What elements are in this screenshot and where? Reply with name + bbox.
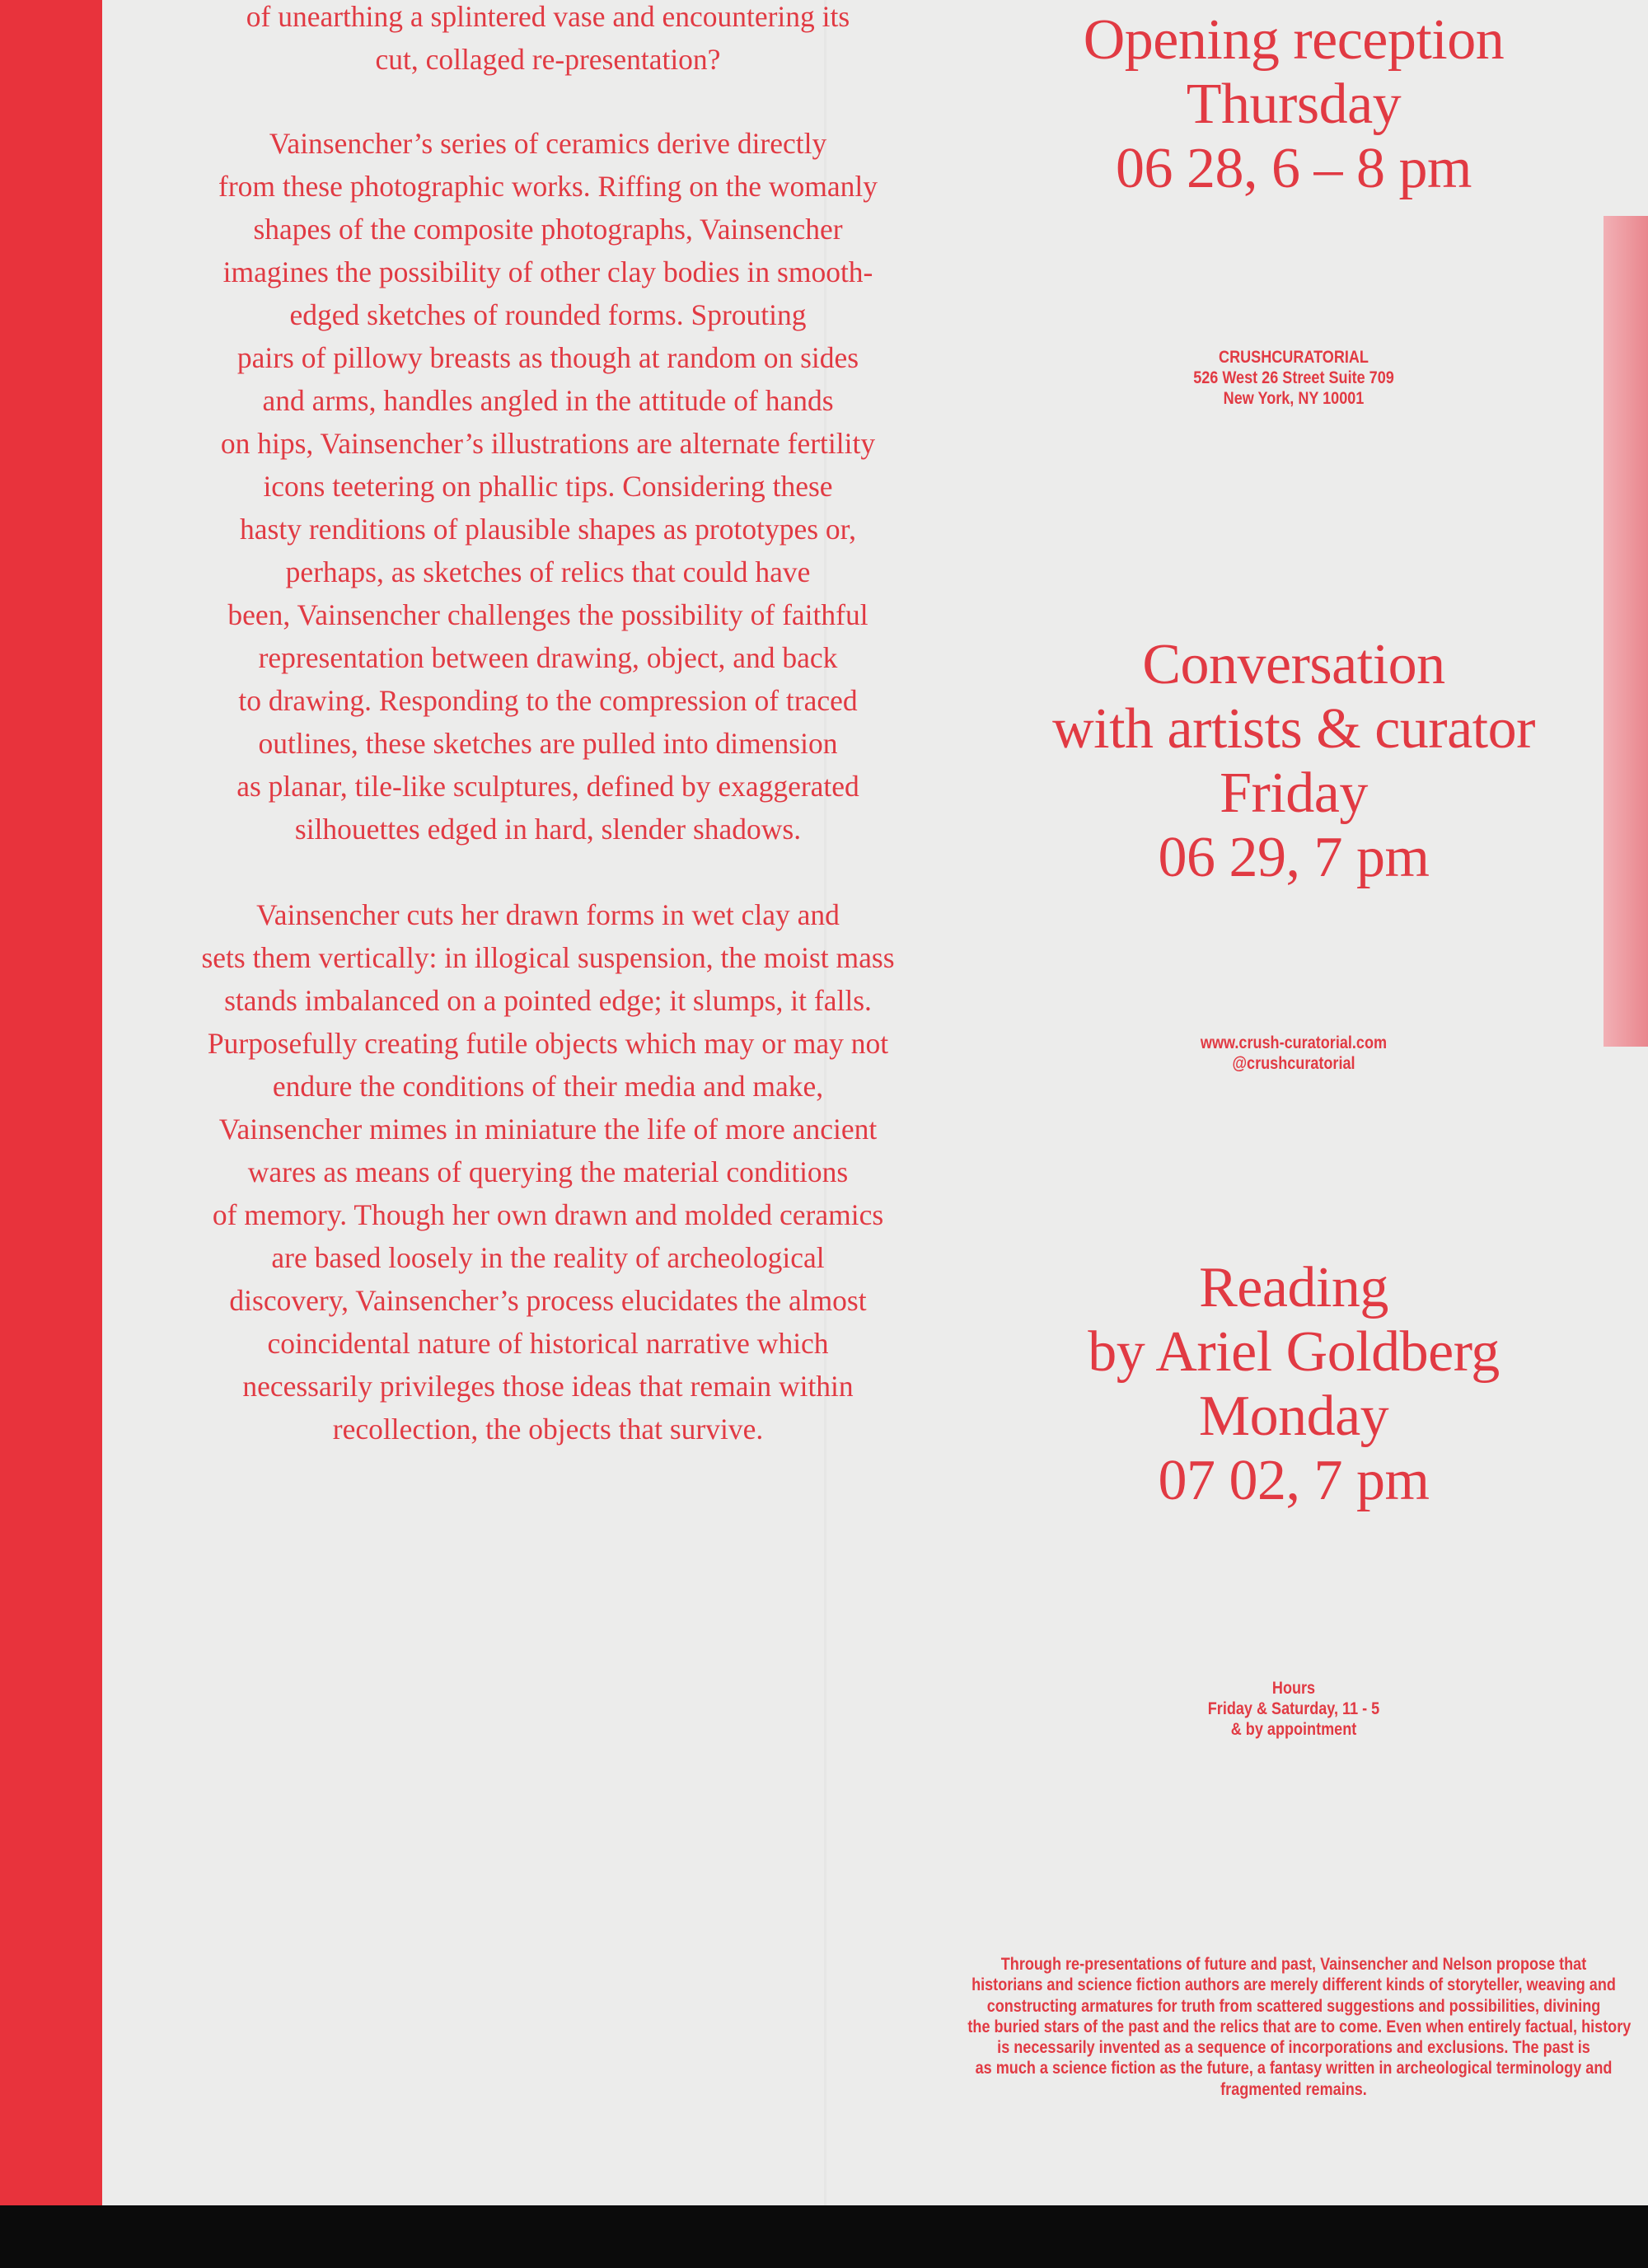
essay-paragraph-3 [165, 893, 931, 1450]
essay-line: pairs of pillowy breasts as though at random on sides [236, 341, 859, 374]
gallery-hours [1042, 1678, 1546, 1740]
venue-city: New York, NY 10001 [1223, 389, 1365, 408]
event-datetime: 06 28, 6 – 8 pm [1116, 137, 1472, 200]
essay-line: perhaps, as sketches of relics that could have [285, 555, 811, 588]
statement-line: as much a science fiction as the future, a fantasy written in archeological terminology and [975, 2059, 1613, 2078]
essay-line: cut, collaged re-presentation? [375, 43, 721, 76]
essay-line: as planar, tile-like sculptures, defined by exaggerated [236, 770, 859, 803]
essay-line: edged sketches of rounded forms. Sprouting [289, 298, 807, 331]
essay-line: Purposefully creating futile objects which may or may not [207, 1027, 889, 1060]
event-day: Monday [1198, 1385, 1389, 1448]
essay-line: outlines, these sketches are pulled into dimension [258, 727, 838, 760]
hours-title: Hours [1271, 1679, 1316, 1698]
event-title: Reading [1199, 1256, 1388, 1319]
event-datetime: 06 29, 7 pm [1158, 826, 1430, 889]
essay-line: stands imbalanced on a pointed edge; it slumps, it falls. [224, 984, 872, 1017]
red-edge-strip [0, 0, 102, 2205]
event-datetime: 07 02, 7 pm [1158, 1449, 1430, 1512]
event-title: Conversation [1142, 633, 1445, 696]
event-day: Thursday [1186, 73, 1402, 136]
event-title: Opening reception [1083, 8, 1505, 72]
essay-line: and arms, handles angled in the attitude of hands [262, 384, 834, 417]
essay-line: on hips, Vainsencher’s illustrations are alternate fertility [220, 427, 876, 460]
essay-line: shapes of the composite photographs, Vainsencher [253, 213, 843, 246]
essay-line: of memory. Though her own drawn and molded ceramics [212, 1198, 884, 1231]
essay-line: been, Vainsencher challenges the possibility of faithful [227, 598, 868, 631]
hours-note: & by appointment [1230, 1720, 1357, 1739]
social-handle[interactable]: @crushcuratorial [1232, 1054, 1355, 1073]
essay-line: coincidental nature of historical narrative which [267, 1327, 829, 1360]
venue-street: 526 West 26 Street Suite 709 [1193, 368, 1394, 387]
web-contact [1042, 1033, 1546, 1074]
essay-line: sets them vertically: in illogical suspension, the moist mass [201, 941, 895, 974]
essay-line: necessarily privileges those ideas that remain within [242, 1370, 854, 1403]
statement-line: Through re-presentations of future and past, Vainsencher and Nelson propose that [1000, 1955, 1587, 1974]
venue-name: CRUSHCURATORIAL [1219, 348, 1369, 367]
essay-line: Vainsencher’s series of ceramics derive directly [269, 127, 827, 160]
essay-line: imagines the possibility of other clay bodies in smooth- [222, 255, 873, 288]
statement-line: historians and science fiction authors are merely different kinds of storyteller, weaving and [971, 1975, 1616, 1995]
venue-address [1042, 347, 1546, 409]
opening-reception-block [1001, 8, 1586, 201]
reading-block [1001, 1256, 1586, 1513]
essay-line: Vainsencher cuts her drawn forms in wet clay and [256, 898, 840, 931]
essay-line: recollection, the objects that survive. [332, 1413, 764, 1446]
essay-line: wares as means of querying the material conditions [247, 1155, 849, 1188]
hours-days: Friday & Saturday, 11 - 5 [1207, 1699, 1380, 1718]
essay-line: Vainsencher mimes in miniature the life of more ancient [218, 1113, 878, 1146]
statement-line: fragmented remains. [1220, 2079, 1367, 2099]
essay-line: from these photographic works. Riffing on the womanly [218, 170, 878, 203]
event-day: Friday [1220, 761, 1368, 825]
event-subtitle: with artists & curator [1052, 697, 1535, 761]
essay-line: of unearthing a splintered vase and encountering its [246, 0, 850, 33]
essay-line: representation between drawing, object, and back [258, 641, 838, 674]
essay-line: silhouettes edged in hard, slender shadows. [294, 813, 802, 846]
statement-line: constructing armatures for truth from scattered suggestions and possibilities, divining [986, 1996, 1601, 2016]
pink-edge-tab [1604, 216, 1648, 1047]
essay-line: are based loosely in the reality of archeological [271, 1241, 825, 1274]
website-link[interactable]: www.crush-curatorial.com [1200, 1033, 1388, 1052]
statement-line: is necessarily invented as a sequence of incorporations and exclusions. The past is [997, 2038, 1590, 2058]
essay-line: discovery, Vainsencher’s process elucidates the almost [229, 1284, 867, 1317]
statement-line: the buried stars of the past and the relics that are to come. Even when entirely factual, history [967, 2017, 1632, 2036]
essay-line: endure the conditions of their media and make, [272, 1070, 824, 1103]
essay-line: hasty renditions of plausible shapes as prototypes or, [240, 513, 856, 546]
essay-paragraph-2 [165, 122, 931, 850]
essay-line: to drawing. Responding to the compression of traced [238, 684, 858, 717]
exhibition-statement [967, 1954, 1632, 2100]
event-subtitle: by Ariel Goldberg [1088, 1320, 1500, 1384]
conversation-block [1001, 633, 1586, 890]
essay-paragraph-1 [165, 0, 931, 81]
essay-line: icons teetering on phallic tips. Considering these [263, 470, 833, 503]
